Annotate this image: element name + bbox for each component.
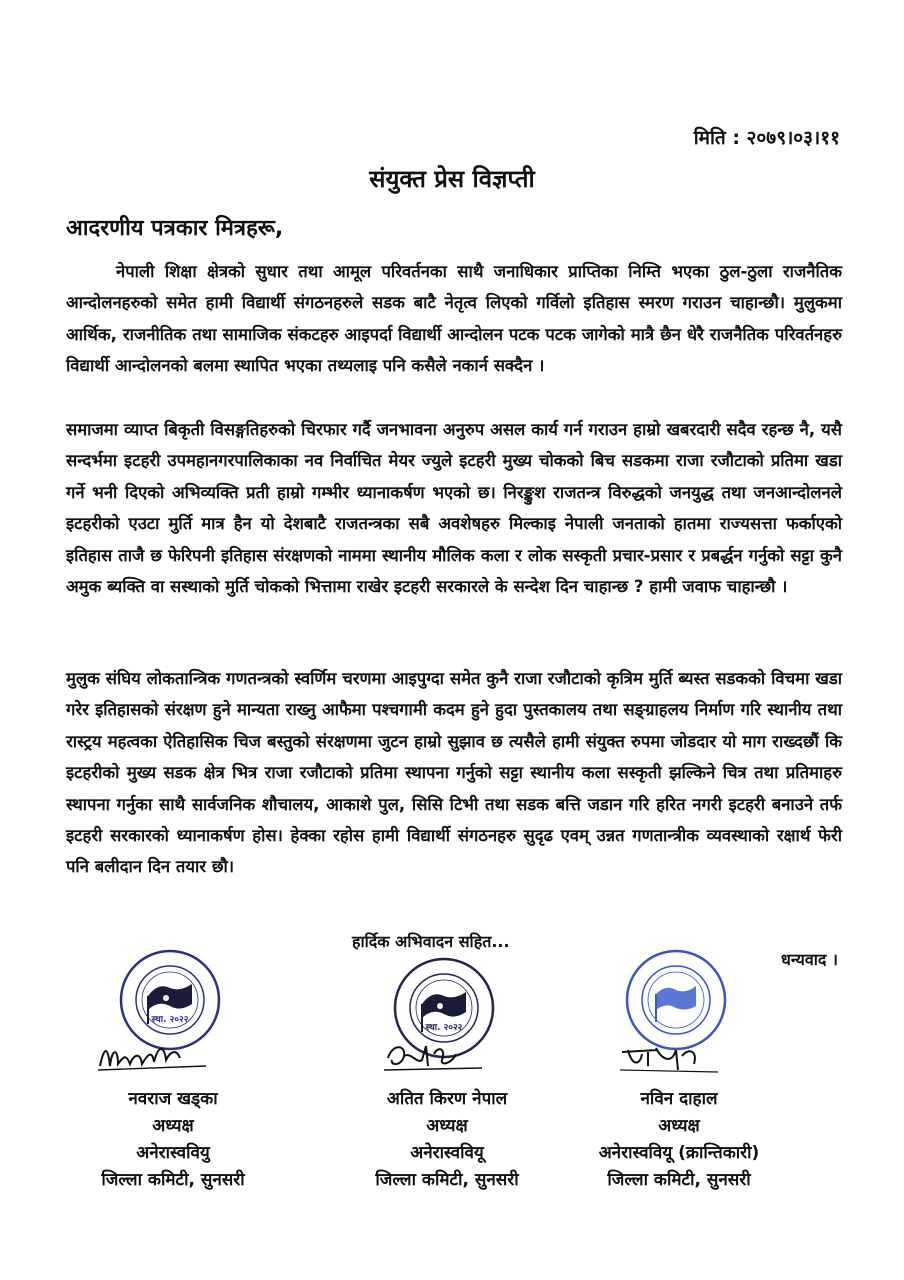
signatory-position: अध्यक्ष	[658, 1116, 700, 1136]
date-line: मिति : २०७९।०३।११	[693, 127, 840, 149]
signature-icon	[96, 1036, 226, 1076]
signatory-position: अध्यक्ष	[426, 1116, 468, 1136]
thanks-text: धन्यवाद ।	[780, 950, 838, 969]
signature-icon	[618, 1036, 738, 1076]
signatory-committee: जिल्ला कमिटी, सुनसरी	[101, 1170, 245, 1190]
greeting: आदरणीय पत्रकार मित्रहरू,	[66, 216, 284, 241]
paragraph-2: समाजमा व्याप्त बिकृती विसङ्गतिहरुको चिरफार गर्दै जनभावना अनुरुप असल कार्य गर्न गराउन हाम्रो खबरदारी सदैव रहन्छ नै, यसै सन्दर्भमा इटहरी उपमहानगरपालिकाका नव निर्वाचित मेयर ज्युले इटहरी मुख्य चोकको बिच सडकमा राजा रजौटाको प्रतिमा खडा गर्ने भनी दिएको अभिव्यक्ति प्रती हाम्रो गम्भीर ध्यानाकर्षण भएको छ। निरङ्कुश राजतन्त्र विरुद्धको जनयुद्ध तथा जनआन्दोलनले इटहरीको एउटा मुर्ति मात्र हैन यो देशबाटै राजतन्त्रका सबै अवशेषहरु मिल्काइ नेपाली जनताको हातमा राज्यसत्ता फर्काएको इतिहास ताजै छ फेरिपनी इतिहास संरक्षणको नाममा स्थानीय मौलिक कला र लोक सस्कृती प्रचार-प्रसार र प्रबर्द्धन गर्नुको सट्टा कुनै अमुक ब्यक्ति वा सस्थाको मुर्ति चोकको भित्तामा राखेर इटहरी सरकारले के सन्देश दिन चाहान्छ ? हामी जवाफ चाहान्छौ ।	[66, 420, 842, 597]
closing-greeting: हार्दिक अभिवादन सहित...	[352, 932, 510, 951]
signatory-committee: जिल्ला कमिटी, सुनसरी	[375, 1170, 519, 1190]
signatory-name: अतित किरण नेपाल	[386, 1089, 508, 1109]
signatory-name: नविन दाहाल	[640, 1089, 718, 1109]
signatory-text	[322, 1086, 572, 1194]
signatory-text	[554, 1086, 804, 1194]
signatory-block-3	[554, 948, 804, 1248]
document-title: संयुक्त प्रेस विज्ञप्ती	[369, 165, 535, 193]
seal-year: स्था. २०२२	[425, 1023, 463, 1033]
signatory-name: नवराज खड्का	[128, 1089, 218, 1109]
signatory-block-1	[48, 948, 298, 1248]
signatory-block-2	[322, 948, 572, 1248]
signatory-organization: अनेरास्ववियू (क्रान्तिकारी)	[598, 1143, 760, 1163]
signatory-text	[48, 1086, 298, 1194]
signature-icon	[382, 1036, 502, 1076]
paragraph-3: मुलुक संघिय लोकतान्त्रिक गणतन्त्रको स्वर्णिम चरणमा आइपुग्दा समेत कुनै राजा रजौटाको कृत्रिम मुर्ति ब्यस्त सडकको विचमा खडा गरेर इतिहासको संरक्षण हुने मान्यता राख्नु आफैमा पश्चगामी कदम हुने हुदा पुस्तकालय तथा सङ्ग्राहलय निर्माण गरि स्थानीय तथा रास्ट्रय महत्वका ऐतिहासिक चिज बस्तुको संरक्षणमा जुटन हाम्रो सुझाव छ त्यसैले हामी संयुक्त रुपमा जोडदार यो माग राख्दछौं कि इटहरीको मुख्य सडक क्षेत्र भित्र राजा रजौटाको प्रतिमा स्थापना गर्नुको सट्टा स्थानीय कला सस्कृती झल्किने चित्र तथा प्रतिमाहरु स्थापना गर्नुका साथै सार्वजनिक शौचालय, आकाशे पुल, सिसि टिभी तथा सडक बत्ति जडान गरि हरित नगरी इटहरी बनाउने तर्फ इटहरी सरकारको ध्यानाकर्षण होस। हेक्का रहोस हामी विद्यार्थी संगठनहरु सुदृढ एवम् उन्नत गणतान्त्रीक व्यवस्थाको रक्षार्थ फेरी पनि बलीदान दिन तयार छौ।	[66, 669, 842, 877]
seal-year: स्था. २०२२	[151, 1015, 189, 1025]
signatory-position: अध्यक्ष	[152, 1116, 194, 1136]
signatory-organization: अनेरास्ववियु	[136, 1143, 210, 1163]
signatory-organization: अनेरास्ववियू	[410, 1143, 484, 1163]
paragraph-1: नेपाली शिक्षा क्षेत्रको सुधार तथा आमूल परिवर्तनका साथै जनाधिकार प्राप्तिका निम्ति भएका ठुल-ठुला राजनैतिक आन्दोलनहरुको समेत हामी विद्यार्थी संगठनहरुले सडक बाटै नेतृत्व लिएको गर्विलो इतिहास स्मरण गराउन चाहान्छौ। मुलुकमा आर्थिक, राजनीतिक तथा सामाजिक संकटहरु आइपर्दा विद्यार्थी आन्दोलन पटक पटक जागेको मात्रै छैन धेरै राजनैतिक परिवर्तनहरु विद्यार्थी आन्दोलनको बलमा स्थापित भएका तथ्यलाइ पनि कसैले नकार्न सक्दैन ।	[66, 262, 842, 376]
signatory-committee: जिल्ला कमिटी, सुनसरी	[607, 1170, 751, 1190]
